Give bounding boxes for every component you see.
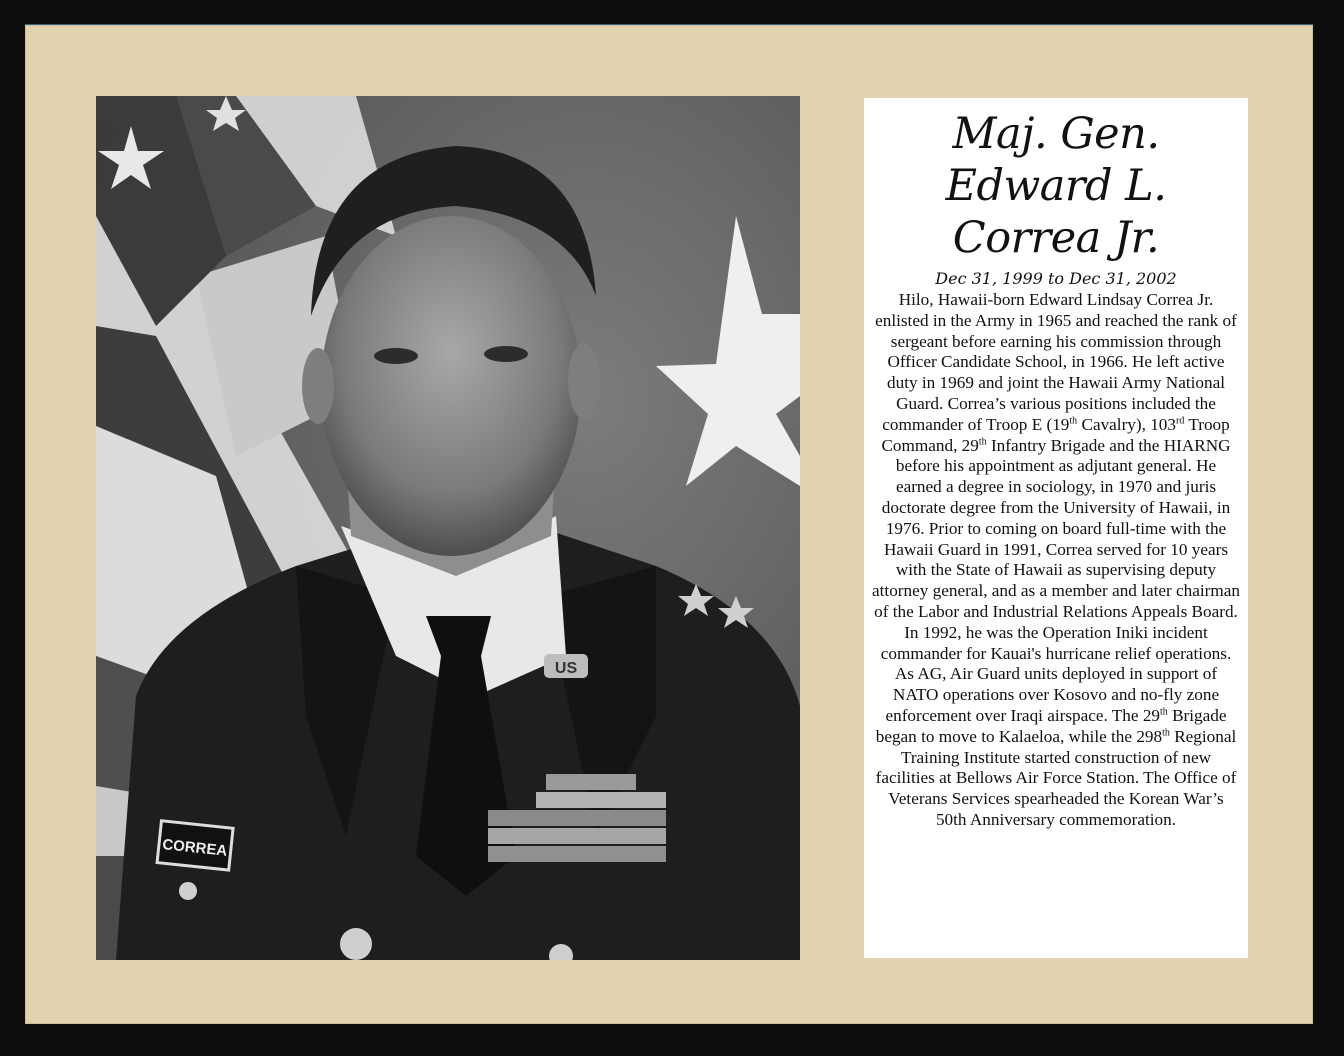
biography-text: Hilo, Hawaii-born Edward Lindsay Correa Jr. enlisted in the Army in 1965 and reached the rank of sergeant before earning his commission through Officer Candidate School, in 1966. He left active duty in 1969 and joint the Hawaii Army National Guard. Correa’s various positions included the commander of Troop E (19th Cavalry), 103rd Troop Command, 29th Infantry Brigade and the HIARNG before his appointment as adjutant general. He earned a degree in sociology, in 1970 and juris doctorate degree from the University of Hawaii, in 1976. Prior to coming on board full-time with the Hawaii Guard in 1991, Correa served for 10 years with the State of Hawaii as supervising deputy attorney general, and as a member and later chairman of the Labor and Industrial Relations Appeals Board. In 1992, he was the Operation Iniki incident commander for Kauai's hurricane relief operations. As AG, Air Guard units deployed in support of NATO operations over Kosovo and no-fly zone enforcement over Iraqi airspace. The 29th Brigade began to move to Kalaeloa, while the 298th Regional Training Institute started construction of new facilities at Bellows Air Force Station. The Office of Veterans Services spearheaded the Korean War’s 50th Anniversary commemoration.: [872, 290, 1240, 829]
collar-insignia: [544, 654, 588, 678]
svg-text:US: US: [554, 660, 578, 677]
face: [321, 216, 581, 556]
service-dates: Dec 31, 1999 to Dec 31, 2002: [935, 269, 1177, 288]
portrait-photo: [96, 96, 800, 960]
biography-card: [864, 98, 1248, 958]
person-title: [872, 108, 1240, 264]
svg-text:CORREA: CORREA: [161, 836, 229, 860]
title-line: Correa Jr.: [952, 213, 1160, 263]
name-tag: [157, 821, 233, 870]
title-line: Edward L.: [945, 161, 1167, 211]
title-line: Maj. Gen.: [952, 109, 1160, 159]
